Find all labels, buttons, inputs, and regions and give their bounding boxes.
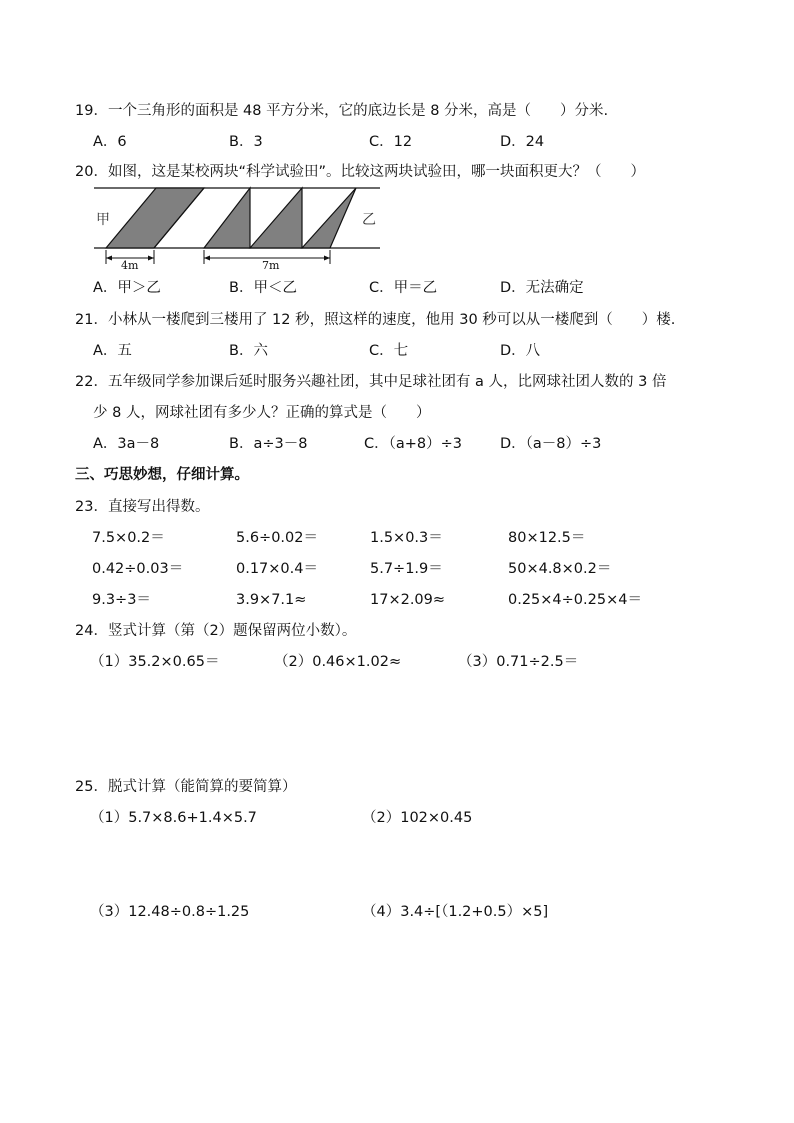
q22-option-b: B．a÷3－8 <box>229 436 308 452</box>
q19-option-a: A．6 <box>93 134 127 150</box>
q23-r3c4: 0.25×4÷0.25×4＝ <box>508 592 642 608</box>
q20-text: 20．如图，这是某校两块“科学试验田”。比较这两块试验田，哪一块面积更大？（ ） <box>75 164 645 180</box>
q23-r3c1: 9.3÷3＝ <box>92 592 151 608</box>
q23-r3c2: 3.9×7.1≈ <box>236 592 307 608</box>
q23-title: 23．直接写出得数。 <box>75 499 210 515</box>
q22-option-c: C．（a+8）÷3 <box>364 436 463 452</box>
q23-r1c4: 80×12.5＝ <box>508 530 586 546</box>
q19-option-c: C．12 <box>369 134 413 150</box>
q21-option-d: D．八 <box>500 343 541 359</box>
triangle-yi-3 <box>302 188 356 248</box>
q20-option-d: D．无法确定 <box>500 280 584 296</box>
triangle-yi-1 <box>204 188 250 248</box>
q20-option-b: B．甲＜乙 <box>229 280 297 296</box>
q22-option-d: D．（a－8）÷3 <box>500 436 602 452</box>
dim-7m-head-left <box>204 256 210 261</box>
dim-7m-label: 7m <box>262 259 280 272</box>
q25-item-3: （3）12.48÷0.8÷1.25 <box>90 904 250 920</box>
q24-item-1: （1）35.2×0.65＝ <box>90 654 220 670</box>
q21-option-c: C．七 <box>369 343 409 359</box>
q24-item-3: （3）0.71÷2.5＝ <box>458 654 579 670</box>
q25-item-4: （4）3.4÷[（1.2+0.5）×5] <box>362 904 549 920</box>
test-field-figure <box>90 184 390 276</box>
q20-option-a: A．甲＞乙 <box>93 280 161 296</box>
parallelogram-jia <box>106 188 204 248</box>
q25-title: 25．脱式计算（能简算的要简算） <box>75 779 297 795</box>
q20-option-c: C．甲＝乙 <box>369 280 438 296</box>
dim-7m-head-right <box>324 256 330 261</box>
q19-option-b: B．3 <box>229 134 263 150</box>
q19-option-d: D．24 <box>500 134 545 150</box>
q24-title: 24．竖式计算（第（2）题保留两位小数）。 <box>75 623 357 639</box>
figure-label-jia: 甲 <box>96 212 110 228</box>
q25-item-1: （1）5.7×8.6+1.4×5.7 <box>90 810 257 826</box>
q23-r2c4: 50×4.8×0.2＝ <box>508 561 612 577</box>
q23-r1c2: 5.6÷0.02＝ <box>236 530 318 546</box>
q19-text: 19．一个三角形的面积是 48 平方分米，它的底边长是 8 分米，高是（ ）分米. <box>75 103 609 119</box>
dim-4m-head-right <box>148 256 154 261</box>
q21-option-b: B．六 <box>229 343 268 359</box>
q22-text-line2: 少 8 人，网球社团有多少人？正确的算式是（ ） <box>93 405 431 421</box>
section-3-title: 三、巧思妙想，仔细计算。 <box>75 467 249 483</box>
q22-text-line1: 22．五年级同学参加课后延时服务兴趣社团，其中足球社团有 a 人，比网球社团人数的 3 倍 <box>75 374 667 390</box>
q23-r3c3: 17×2.09≈ <box>370 592 446 608</box>
q21-text: 21．小林从一楼爬到三楼用了 12 秒，照这样的速度，他用 30 秒可以从一楼爬到（ ）楼. <box>75 312 676 328</box>
figure-label-yi: 乙 <box>362 212 376 228</box>
q23-r2c3: 5.7÷1.9＝ <box>370 561 443 577</box>
q22-option-a: A．3a－8 <box>93 436 160 452</box>
q23-r1c1: 7.5×0.2＝ <box>92 530 165 546</box>
q23-r1c3: 1.5×0.3＝ <box>370 530 443 546</box>
q24-item-2: （2）0.46×1.02≈ <box>274 654 402 670</box>
dim-4m-head-left <box>106 256 112 261</box>
q21-option-a: A．五 <box>93 343 132 359</box>
dim-4m-label: 4m <box>121 259 139 272</box>
q23-r2c2: 0.17×0.4＝ <box>236 561 318 577</box>
q23-r2c1: 0.42÷0.03＝ <box>92 561 184 577</box>
triangle-yi-2 <box>250 188 302 248</box>
q25-item-2: （2）102×0.45 <box>362 810 473 826</box>
